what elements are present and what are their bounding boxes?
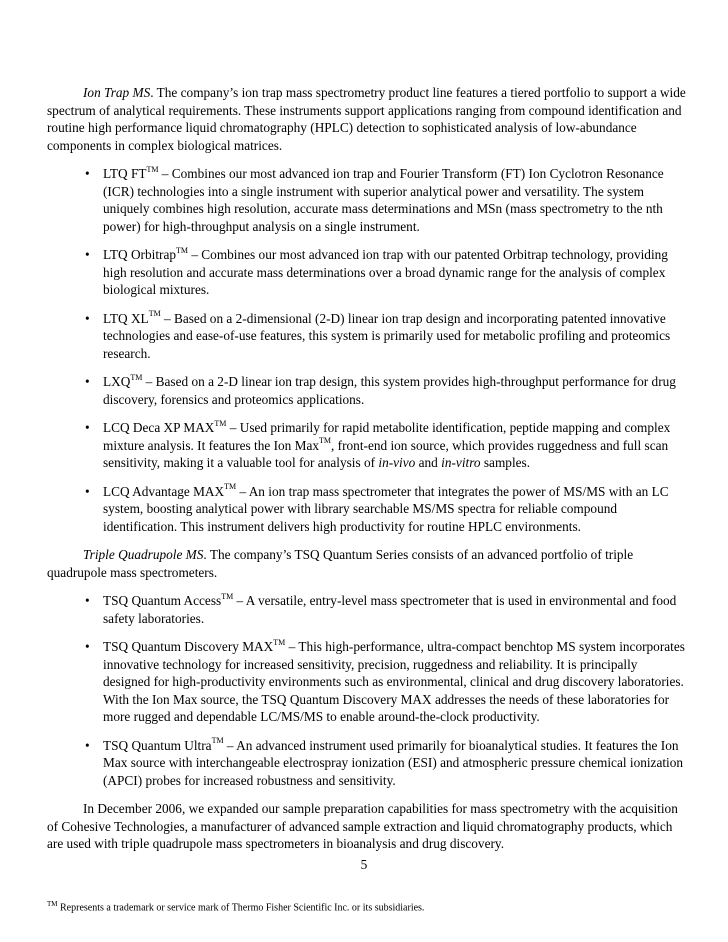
document-page xyxy=(47,84,687,914)
bullet-icon: • xyxy=(85,310,90,326)
product-description: – Used primarily for rapid metabolite identification, peptide mapping and complex mixture analysis. It features the Ion Max xyxy=(103,420,671,453)
section-ion-trap-intro xyxy=(47,84,687,154)
trademark-mark: TM xyxy=(319,436,332,446)
emphasis-in-vitro: in-vitro xyxy=(441,455,481,470)
section-body: . The company’s TSQ Quantum Series consists of an advanced portfolio of triple quadrupole mass spectrometers. xyxy=(47,547,634,580)
section-title-triple-quad: Triple Quadrupole MS xyxy=(83,547,204,562)
footnote-trademark-mark: TM xyxy=(47,899,58,908)
product-description: – A versatile, entry-level mass spectrometer that is used in environmental and food safety laboratories. xyxy=(103,593,677,626)
triple-quad-product-list xyxy=(47,592,687,789)
trademark-mark: TM xyxy=(224,482,237,492)
trademark-mark: TM xyxy=(176,245,188,255)
bullet-icon: • xyxy=(85,166,90,181)
product-name: LTQ Orbitrap xyxy=(103,247,176,262)
list-item xyxy=(47,592,687,627)
bullet-icon: • xyxy=(85,374,90,389)
product-description: – Combines our most advanced ion trap with our patented Orbitrap technology, providing high resolution and accurate mass determinations over a broad dynamic range for the analysis of complex biological mixtures. xyxy=(103,247,668,297)
product-name: LXQ xyxy=(103,374,131,389)
product-description: – Based on a 2-dimensional (2-D) linear ion trap design and incorporating patented innovative technologies and ease-of-use features, this system is primarily used for metabolic profiling and proteomics research. xyxy=(103,310,671,361)
section-body: . The company’s ion trap mass spectrometry product line features a tiered portfolio to support a wide spectrum of analytical requirements. These instruments support applications ranging from compound identification and routine high performance liquid chromatography (HPLC) detection to sophisticated analysis of low-abundance components in complex biological matrices. xyxy=(47,85,686,153)
closing-paragraph: In December 2006, we expanded our sample preparation capabilities for mass spectrometry with the acquisition of Cohesive Technologies, a manufacturer of advanced sample extraction and liquid chromatography products, which are used with triple quadrupole mass spectrometers in bioanalysis and drug discovery. xyxy=(47,801,678,851)
trademark-mark: TM xyxy=(273,637,286,647)
trademark-mark: TM xyxy=(146,164,159,174)
product-description: – Combines our most advanced ion trap and Fourier Transform (FT) Ion Cyclotron Resonance (ICR) technologies into a single instrument with superior analytical power and versatility. The system uniquely combines high resolution, accurate mass determinations and MSn (mass spectrometry to the nth power) for high-throughput analysis on a single instrument. xyxy=(103,166,664,234)
product-name: LTQ XL xyxy=(103,310,149,326)
product-description: – An advanced instrument used primarily for bioanalytical studies. It features the Ion Max source with interchangeable electrospray ionization (ESI) and atmospheric pressure chemical ionization (APCI) probes for increased robustness and sensitivity. xyxy=(103,737,684,788)
product-description: – Based on a 2-D linear ion trap design, this system provides high-throughput performance for drug discovery, forensics and proteomics applications. xyxy=(103,374,676,407)
product-name: LCQ Deca XP MAX xyxy=(103,420,215,435)
section-title-ion-trap: Ion Trap MS xyxy=(83,85,151,100)
product-description: samples. xyxy=(480,455,531,470)
emphasis-in-vivo: in-vivo xyxy=(378,455,416,470)
bullet-icon: • xyxy=(85,639,90,654)
product-description: – This high-performance, ultra-compact benchtop MS system incorporates innovative technology for increased sensitivity, precision, ruggedness and reliability. It is principally designed for high-productivity environments such as environmental, clinical and drug discovery laboratories. With the Ion Max source, the TSQ Quantum Discovery MAX addresses the needs of these laboratories for more rugged and dependable LC/MS/MS to enable around-the-clock productivity. xyxy=(103,639,685,724)
ion-trap-product-list xyxy=(47,165,687,535)
list-item xyxy=(47,483,687,536)
list-item xyxy=(47,638,687,726)
product-name: TSQ Quantum Access xyxy=(103,593,222,608)
list-item xyxy=(47,246,687,299)
trademark-mark: TM xyxy=(214,418,227,428)
trademark-mark: TM xyxy=(148,309,161,319)
bullet-icon: • xyxy=(85,593,90,608)
list-item xyxy=(47,310,687,363)
section-triple-quad-intro xyxy=(47,546,687,581)
bullet-icon: • xyxy=(85,420,90,435)
product-description: and xyxy=(415,455,442,470)
product-name: TSQ Quantum Ultra xyxy=(103,737,212,753)
trademark-mark: TM xyxy=(221,591,234,601)
bullet-icon: • xyxy=(85,247,90,262)
bullet-icon: • xyxy=(85,483,90,499)
product-description: – An ion trap mass spectrometer that integrates the power of MS/MS with an LC system, boosting analytical power with library searchable MS/MS spectra for reliable compound identification. This instrument delivers high productivity for routine HPLC environments. xyxy=(103,483,669,534)
list-item xyxy=(47,373,687,408)
trademark-mark: TM xyxy=(211,736,224,746)
footnote-text: Represents a trademark or service mark of Thermo Fisher Scientific Inc. or its subsidiaries. xyxy=(57,901,425,913)
product-name: LTQ FT xyxy=(103,166,147,181)
list-item xyxy=(47,737,687,790)
footnote xyxy=(47,898,687,914)
trademark-mark: TM xyxy=(130,372,143,382)
page-number: 5 xyxy=(360,857,368,872)
list-item xyxy=(47,419,687,472)
product-name: TSQ Quantum Discovery MAX xyxy=(103,639,274,654)
product-name: LCQ Advantage MAX xyxy=(103,483,225,499)
bullet-icon: • xyxy=(85,737,90,753)
list-item xyxy=(47,165,687,235)
product-description: , front-end ion source, which provides ruggedness and full scan sensitivity, making it a valuable tool for analysis of xyxy=(103,437,669,470)
